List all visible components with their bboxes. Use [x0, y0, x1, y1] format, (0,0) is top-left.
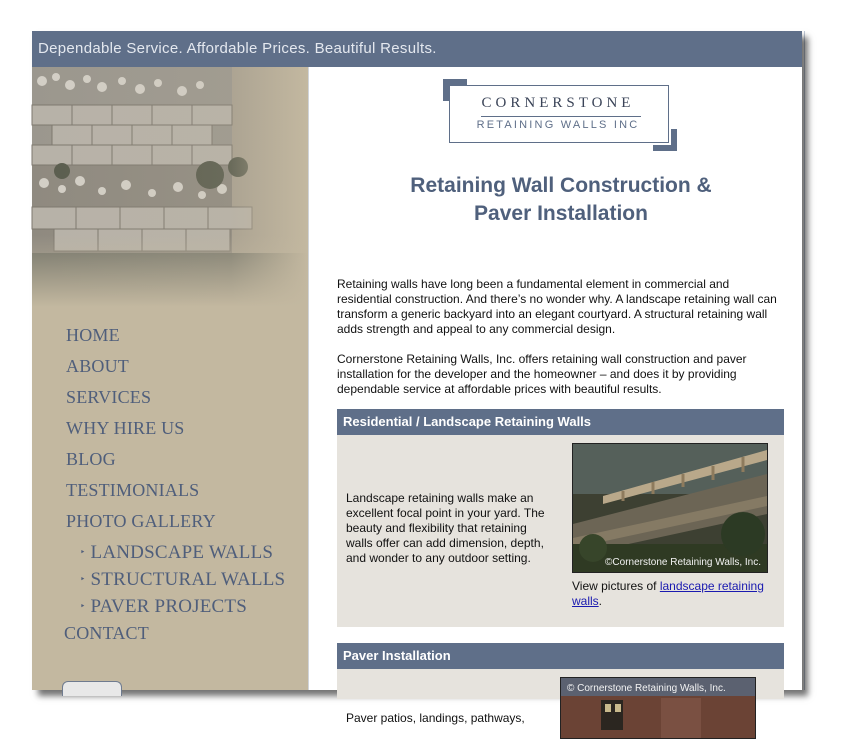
- photo-caption: © Cornerstone Retaining Walls, Inc.: [567, 683, 726, 694]
- logo-name: CORNERSTONE: [481, 95, 635, 111]
- nav-home[interactable]: HOME: [66, 325, 120, 345]
- bullet-icon: ‣: [80, 547, 86, 557]
- bullet-icon: ‣: [80, 601, 86, 611]
- intro-paragraph-1: Retaining walls have long been a fundamental element in commercial and residential construction. And there’s no wonder why. A landscape retaining wall can transform a generic backyard into an elegant courtyard. A structural retaining wall adds strength and appeal to any commercial design.: [337, 277, 777, 336]
- residential-section-text: Landscape retaining walls make an excellent focal point in your yard. The beauty and flexibility that retaining walls offer can add dimension, depth, and wonder to any outdoor setting.: [346, 491, 545, 565]
- paver-section-title: Paver Installation: [343, 648, 451, 663]
- photo-caption: ©Cornerstone Retaining Walls, Inc.: [605, 557, 761, 568]
- logo-frame: [449, 85, 669, 143]
- nav-why-hire-us[interactable]: WHY HIRE US: [66, 418, 185, 438]
- nav-services[interactable]: SERVICES: [66, 387, 152, 407]
- landscape-wall-photo[interactable]: [572, 443, 768, 573]
- paver-photo[interactable]: [560, 677, 756, 739]
- view-pictures-prefix: View pictures of: [572, 579, 660, 593]
- main-content: [308, 67, 802, 725]
- sidebar: [32, 67, 308, 690]
- nav-paver-projects-label: PAVER PROJECTS: [90, 596, 247, 617]
- cornerstone-logo[interactable]: [443, 79, 677, 151]
- nav-photo-gallery[interactable]: PHOTO GALLERY: [66, 511, 216, 531]
- logo-corner-bottom-right: [671, 129, 677, 151]
- logo-divider: [481, 116, 641, 117]
- paver-section-body: [337, 669, 784, 725]
- view-pictures-suffix: .: [598, 594, 603, 608]
- page-title: [329, 172, 793, 228]
- view-pictures-text: [572, 579, 782, 609]
- main-navigation: [66, 325, 285, 654]
- tagline-bar: [32, 31, 802, 67]
- page-title-line-2: Paver Installation: [474, 202, 648, 225]
- paver-section-header: [337, 643, 784, 669]
- nav-structural-walls-label: STRUCTURAL WALLS: [90, 569, 286, 590]
- page-title-line-1: Retaining Wall Construction &: [410, 174, 712, 197]
- nav-structural-walls[interactable]: [66, 569, 285, 596]
- residential-section-body: [337, 435, 784, 627]
- page-edge-rule: [804, 31, 805, 690]
- retaining-wall-header-photo: [32, 67, 308, 307]
- tagline: Dependable Service. Affordable Prices. Beautiful Results.: [38, 40, 437, 57]
- nav-landscape-walls[interactable]: [66, 542, 285, 569]
- nav-contact[interactable]: CONTACT: [64, 623, 149, 643]
- bullet-icon: ‣: [80, 574, 86, 584]
- nav-about[interactable]: ABOUT: [66, 356, 129, 376]
- landscape-walls-link[interactable]: landscape retaining walls: [572, 579, 764, 608]
- sidebar-widget-button[interactable]: [62, 681, 122, 696]
- nav-testimonials[interactable]: TESTIMONIALS: [66, 480, 200, 500]
- residential-section-title: Residential / Landscape Retaining Walls: [343, 414, 592, 429]
- paver-section-text: Paver patios, landings, pathways,: [346, 711, 525, 725]
- logo-subtitle: RETAINING WALLS INC: [476, 119, 640, 131]
- residential-section-header: [337, 409, 784, 435]
- nav-landscape-walls-label: LANDSCAPE WALLS: [90, 542, 274, 563]
- website-page: [32, 31, 802, 725]
- nav-paver-projects[interactable]: [66, 596, 285, 623]
- intro-paragraph-2: Cornerstone Retaining Walls, Inc. offers retaining wall construction and paver installation for the developer and the homeowner – and does it by providing dependable service at affordable prices with beautiful results.: [337, 352, 747, 396]
- nav-blog[interactable]: BLOG: [66, 449, 116, 469]
